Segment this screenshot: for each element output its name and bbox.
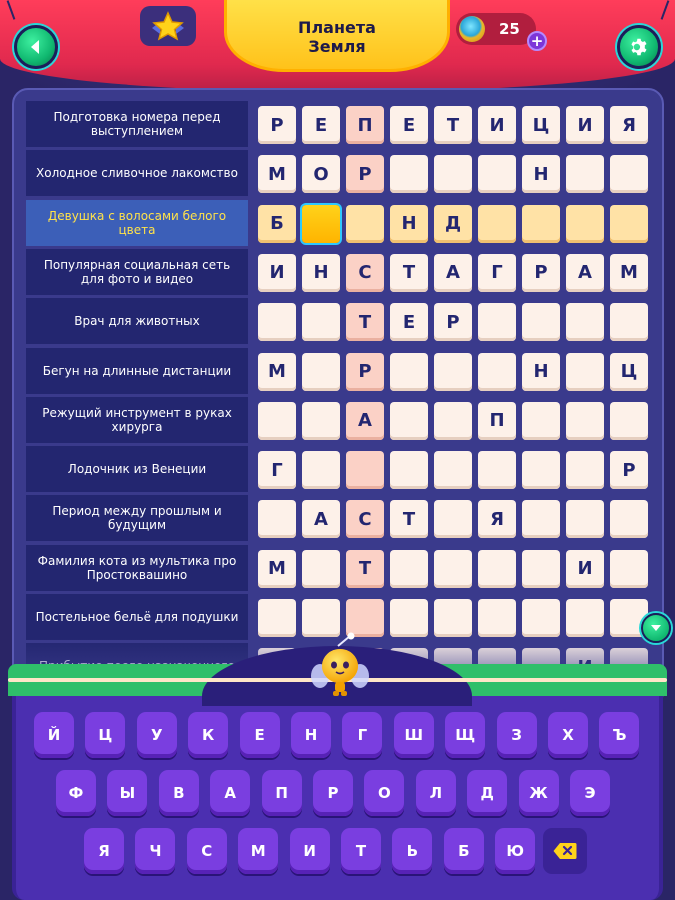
star-badge[interactable] bbox=[140, 6, 196, 46]
letter-cell[interactable] bbox=[610, 205, 648, 243]
keyboard-key[interactable]: И bbox=[290, 828, 330, 874]
letter-cell[interactable] bbox=[610, 155, 648, 193]
letter-cell[interactable] bbox=[258, 599, 296, 637]
clue-text[interactable]: Постельное бельё для подушки bbox=[26, 594, 248, 641]
letter-cell[interactable]: Р bbox=[522, 254, 560, 292]
backspace-key[interactable] bbox=[543, 828, 587, 874]
keyboard-key[interactable]: Й bbox=[34, 712, 74, 758]
crossword-row[interactable] bbox=[26, 298, 652, 345]
letter-cell[interactable] bbox=[478, 550, 516, 588]
letter-cell[interactable] bbox=[302, 451, 340, 489]
letter-cell[interactable]: Ц bbox=[610, 353, 648, 391]
arrow-left-icon bbox=[26, 37, 46, 57]
letter-cell[interactable] bbox=[566, 500, 604, 538]
keyboard-key[interactable]: Л bbox=[416, 770, 456, 816]
level-title-plate bbox=[224, 0, 450, 72]
letter-cell[interactable]: Н bbox=[302, 254, 340, 292]
letter-cell[interactable]: П bbox=[478, 402, 516, 440]
letter-cell[interactable] bbox=[302, 303, 340, 341]
letter-cell[interactable] bbox=[566, 599, 604, 637]
letter-cell[interactable]: Г bbox=[478, 254, 516, 292]
mascot-character[interactable] bbox=[310, 632, 370, 702]
keyboard-key[interactable]: Н bbox=[291, 712, 331, 758]
letter-cell[interactable] bbox=[390, 155, 428, 193]
keyboard-key[interactable]: Ю bbox=[495, 828, 535, 874]
back-button[interactable] bbox=[14, 25, 58, 69]
clue-text[interactable]: Врач для животных bbox=[26, 298, 248, 345]
letter-cell[interactable]: Н bbox=[522, 155, 560, 193]
crossword-row[interactable] bbox=[26, 200, 652, 247]
letter-cell[interactable] bbox=[390, 353, 428, 391]
keyboard-key[interactable]: Д bbox=[467, 770, 507, 816]
keyboard-key[interactable]: Ы bbox=[107, 770, 147, 816]
letter-cell[interactable]: Г bbox=[258, 451, 296, 489]
letter-cell[interactable] bbox=[390, 599, 428, 637]
crossword-row[interactable] bbox=[26, 495, 652, 542]
clue-text[interactable]: Холодное сливочное лакомство bbox=[26, 150, 248, 197]
letter-cell[interactable] bbox=[478, 599, 516, 637]
letter-cell[interactable] bbox=[566, 451, 604, 489]
letter-cell[interactable]: Р bbox=[346, 353, 384, 391]
keyboard-key[interactable]: Ц bbox=[85, 712, 125, 758]
letter-cell[interactable] bbox=[434, 155, 472, 193]
letter-cell[interactable]: А bbox=[346, 402, 384, 440]
letter-cell[interactable] bbox=[522, 500, 560, 538]
keyboard-key[interactable]: Щ bbox=[445, 712, 485, 758]
keyboard-key[interactable]: Ш bbox=[394, 712, 434, 758]
keyboard-key[interactable]: У bbox=[137, 712, 177, 758]
level-title-line2: Земля bbox=[308, 37, 366, 56]
letter-cell[interactable]: Р bbox=[346, 155, 384, 193]
clue-text[interactable]: Режущий инструмент в руках хирурга bbox=[26, 397, 248, 444]
letter-cell[interactable]: Ц bbox=[522, 106, 560, 144]
letter-cell[interactable] bbox=[610, 303, 648, 341]
letter-cell[interactable]: С bbox=[346, 500, 384, 538]
letter-cell[interactable]: Н bbox=[390, 205, 428, 243]
scroll-down-button[interactable] bbox=[641, 613, 671, 643]
mascot-icon bbox=[310, 632, 370, 702]
letter-cell[interactable]: Т bbox=[434, 106, 472, 144]
keyboard-key[interactable]: П bbox=[262, 770, 302, 816]
letter-cell[interactable] bbox=[258, 500, 296, 538]
clue-text[interactable]: Фамилия кота из мультика про Простоквашино bbox=[26, 545, 248, 592]
letter-cell[interactable] bbox=[522, 402, 560, 440]
letter-cell[interactable] bbox=[522, 550, 560, 588]
letter-cell[interactable] bbox=[434, 353, 472, 391]
letter-cell[interactable]: Е bbox=[390, 303, 428, 341]
keyboard-key[interactable]: Р bbox=[313, 770, 353, 816]
add-coins-button[interactable]: + bbox=[527, 31, 547, 51]
letter-cell[interactable] bbox=[434, 550, 472, 588]
letter-cell[interactable]: Я bbox=[478, 500, 516, 538]
keyboard-key[interactable]: А bbox=[210, 770, 250, 816]
letter-cell[interactable] bbox=[566, 205, 604, 243]
letter-cell[interactable]: И bbox=[258, 254, 296, 292]
letter-cell[interactable]: Т bbox=[346, 550, 384, 588]
letter-cell[interactable]: Р bbox=[610, 451, 648, 489]
clue-text[interactable]: Популярная социальная сеть для фото и видео bbox=[26, 249, 248, 296]
letter-cell[interactable] bbox=[302, 205, 340, 243]
letter-cell[interactable] bbox=[566, 155, 604, 193]
gear-icon bbox=[628, 36, 650, 58]
letter-cell[interactable]: П bbox=[346, 106, 384, 144]
letter-cell[interactable]: Р bbox=[434, 303, 472, 341]
letter-cell[interactable] bbox=[478, 451, 516, 489]
backspace-icon bbox=[553, 842, 577, 860]
keyboard-key[interactable]: Ъ bbox=[599, 712, 639, 758]
letter-cell[interactable]: М bbox=[258, 550, 296, 588]
keyboard-key[interactable]: С bbox=[187, 828, 227, 874]
letter-cell[interactable] bbox=[566, 303, 604, 341]
letter-cell[interactable] bbox=[478, 155, 516, 193]
letter-cell[interactable] bbox=[522, 303, 560, 341]
letter-cell[interactable] bbox=[610, 500, 648, 538]
coin-count: 25 bbox=[499, 20, 520, 38]
letter-cell[interactable] bbox=[478, 303, 516, 341]
letter-cell[interactable] bbox=[610, 402, 648, 440]
letter-cell[interactable] bbox=[302, 353, 340, 391]
keyboard-key[interactable]: Е bbox=[240, 712, 280, 758]
keyboard-key[interactable]: Ф bbox=[56, 770, 96, 816]
letter-cell[interactable]: А bbox=[302, 500, 340, 538]
crossword-row[interactable] bbox=[26, 150, 652, 197]
crossword-board bbox=[12, 88, 664, 708]
letter-cell[interactable]: С bbox=[346, 254, 384, 292]
letter-cell[interactable] bbox=[478, 205, 516, 243]
letter-cell[interactable]: Е bbox=[390, 106, 428, 144]
keyboard-key[interactable]: К bbox=[188, 712, 228, 758]
keyboard-key[interactable]: Б bbox=[444, 828, 484, 874]
letter-cell[interactable] bbox=[522, 205, 560, 243]
letter-cell[interactable]: Б bbox=[258, 205, 296, 243]
letter-cell[interactable]: Н bbox=[522, 353, 560, 391]
keyboard-key[interactable]: Т bbox=[341, 828, 381, 874]
coin-counter[interactable] bbox=[456, 13, 536, 45]
crossword-row[interactable] bbox=[26, 101, 652, 148]
letter-cell[interactable] bbox=[390, 402, 428, 440]
letter-cell[interactable] bbox=[522, 451, 560, 489]
keyboard-key[interactable]: Я bbox=[84, 828, 124, 874]
letter-cell[interactable] bbox=[258, 303, 296, 341]
letter-cell[interactable]: И bbox=[478, 106, 516, 144]
letter-cell[interactable] bbox=[522, 599, 560, 637]
keyboard-key[interactable]: В bbox=[159, 770, 199, 816]
letter-cell[interactable] bbox=[302, 550, 340, 588]
letter-cell[interactable] bbox=[566, 402, 604, 440]
letter-cell[interactable] bbox=[434, 500, 472, 538]
letter-cell[interactable] bbox=[610, 550, 648, 588]
keyboard-key[interactable]: Г bbox=[342, 712, 382, 758]
letter-cell[interactable]: И bbox=[566, 550, 604, 588]
letter-cell[interactable]: А bbox=[566, 254, 604, 292]
level-title-line1: Планета bbox=[298, 18, 376, 37]
letter-cell[interactable] bbox=[434, 451, 472, 489]
letter-cell[interactable]: М bbox=[258, 155, 296, 193]
star-badge-icon bbox=[148, 10, 188, 42]
clue-text[interactable]: Лодочник из Венеции bbox=[26, 446, 248, 493]
letter-cell[interactable]: Т bbox=[390, 500, 428, 538]
letter-cell[interactable] bbox=[390, 550, 428, 588]
keyboard-key[interactable]: Э bbox=[570, 770, 610, 816]
letter-cell[interactable] bbox=[390, 451, 428, 489]
coin-icon bbox=[459, 16, 485, 42]
clue-text[interactable]: Период между прошлым и будущим bbox=[26, 495, 248, 542]
letter-cell[interactable]: Т bbox=[390, 254, 428, 292]
clue-text[interactable]: Девушка с волосами белого цвета bbox=[26, 200, 248, 247]
letter-cell[interactable] bbox=[566, 353, 604, 391]
letter-cell[interactable] bbox=[478, 353, 516, 391]
letter-cell[interactable] bbox=[346, 205, 384, 243]
letter-cell[interactable] bbox=[302, 402, 340, 440]
letter-cell[interactable]: Я bbox=[610, 106, 648, 144]
letter-cell[interactable] bbox=[258, 402, 296, 440]
letter-cell[interactable] bbox=[434, 599, 472, 637]
keyboard-key[interactable]: Ь bbox=[392, 828, 432, 874]
letter-cell[interactable]: И bbox=[566, 106, 604, 144]
crossword-row[interactable] bbox=[26, 397, 652, 444]
clue-text[interactable]: Подготовка номера перед выступлением bbox=[26, 101, 248, 148]
clue-text[interactable]: Бегун на длинные дистанции bbox=[26, 348, 248, 395]
chevron-down-icon bbox=[649, 621, 663, 635]
letter-cell[interactable]: Е bbox=[302, 106, 340, 144]
keyboard-key[interactable]: Ж bbox=[519, 770, 559, 816]
keyboard-key[interactable]: М bbox=[238, 828, 278, 874]
keyboard-key[interactable]: Х bbox=[548, 712, 588, 758]
letter-cell[interactable]: М bbox=[258, 353, 296, 391]
letter-cell[interactable]: М bbox=[610, 254, 648, 292]
crossword-row[interactable] bbox=[26, 348, 652, 395]
letter-cell[interactable] bbox=[346, 451, 384, 489]
letter-cell[interactable]: Д bbox=[434, 205, 472, 243]
crossword-row[interactable] bbox=[26, 446, 652, 493]
keyboard-key[interactable]: Ч bbox=[135, 828, 175, 874]
crossword-row[interactable] bbox=[26, 545, 652, 592]
crossword-row[interactable] bbox=[26, 249, 652, 296]
keyboard-key[interactable]: З bbox=[497, 712, 537, 758]
keyboard-key[interactable]: О bbox=[364, 770, 404, 816]
letter-cell[interactable]: А bbox=[434, 254, 472, 292]
letter-cell[interactable]: О bbox=[302, 155, 340, 193]
settings-button[interactable] bbox=[617, 25, 661, 69]
letter-cell[interactable] bbox=[434, 402, 472, 440]
letter-cell[interactable]: Р bbox=[258, 106, 296, 144]
letter-cell[interactable]: Т bbox=[346, 303, 384, 341]
